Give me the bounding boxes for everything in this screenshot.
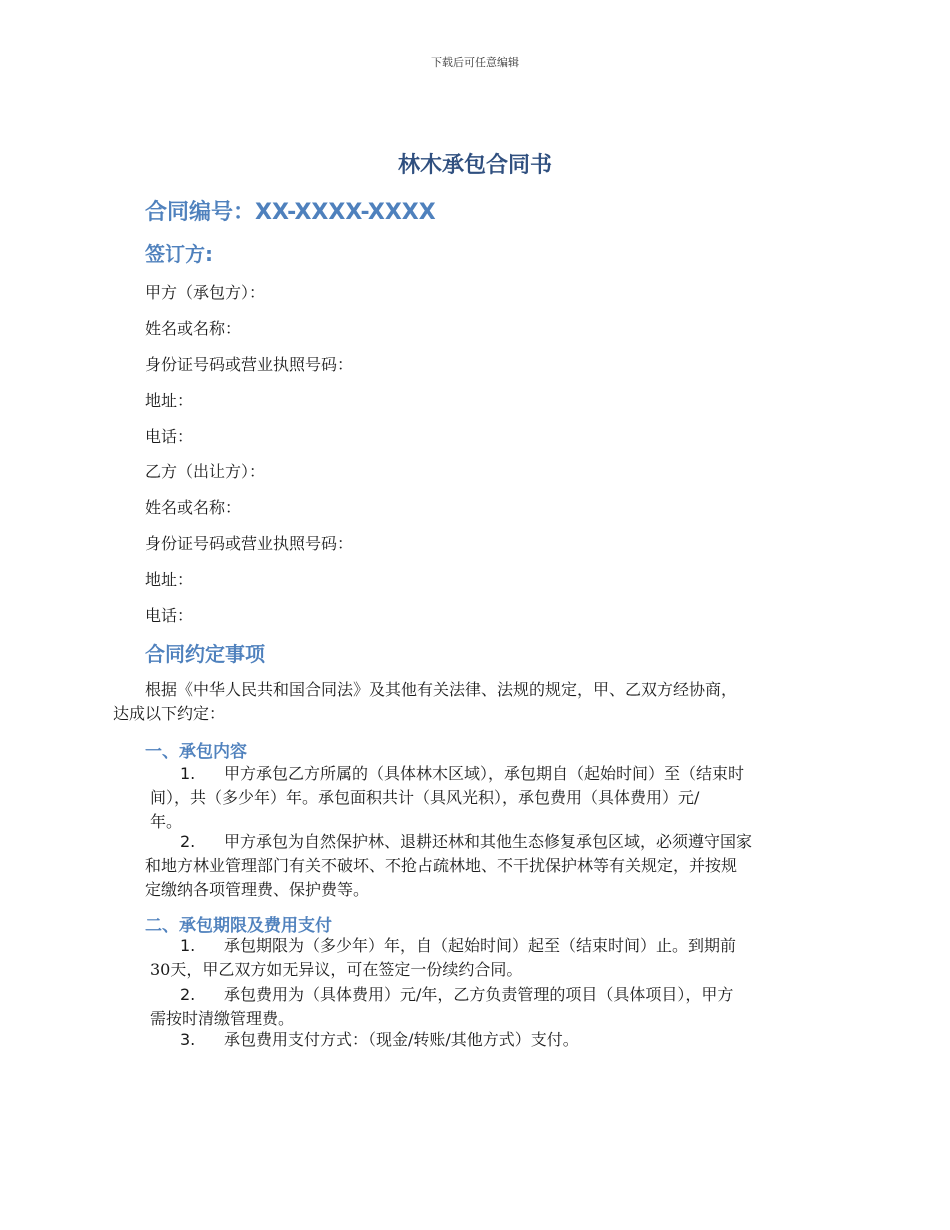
section-2-item-1 bbox=[180, 934, 736, 958]
party-b-phone: 电话： bbox=[145, 606, 194, 625]
terms-heading: 合同约定事项 bbox=[145, 642, 265, 666]
item-text-line: 承包期限为（多少年）年，自（起始时间）起至（结束时间）止。到期前 bbox=[224, 936, 737, 955]
section-2-item-1-line-2: 30天，甲乙双方如无异议，可在签定一份续约合同。 bbox=[150, 960, 523, 979]
document-title: 林木承包合同书 bbox=[397, 153, 552, 178]
party-b-address: 地址： bbox=[145, 570, 194, 589]
party-a-id: 身份证号码或营业执照号码： bbox=[145, 355, 354, 374]
section-2-item-2 bbox=[180, 983, 733, 1007]
section-1-item-1 bbox=[180, 762, 744, 786]
parties-heading: 签订方: bbox=[145, 242, 213, 266]
page-header-note: 下载后可任意编辑 bbox=[431, 56, 519, 69]
party-b-label: 乙方（出让方）： bbox=[145, 462, 266, 481]
item-number: 1. bbox=[180, 764, 196, 783]
intro-line-1: 根据《中华人民共和国合同法》及其他有关法律、法规的规定，甲、乙双方经协商， bbox=[145, 680, 738, 699]
item-number: 2. bbox=[180, 985, 196, 1004]
item-text-line: 甲方承包乙方所属的（具体林木区域），承包期自（起始时间）至（结束时 bbox=[224, 764, 745, 783]
intro-line-2: 达成以下约定： bbox=[113, 704, 226, 723]
item-text-line: 承包费用支付方式：（现金/转账/其他方式）支付。 bbox=[224, 1030, 579, 1049]
item-number: 2. bbox=[180, 832, 196, 851]
section-1-item-2-line-2: 和地方林业管理部门有关不破坏、不抢占疏林地、不干扰保护林等有关规定，并按规 bbox=[145, 856, 738, 875]
item-number: 1. bbox=[180, 936, 196, 955]
section-2-item-2-line-2: 需按时清缴管理费。 bbox=[150, 1009, 295, 1028]
section-2-heading: 二、承包期限及费用支付 bbox=[145, 916, 332, 936]
item-text-line: 承包费用为（具体费用）元/年，乙方负责管理的项目（具体项目），甲方 bbox=[224, 985, 734, 1004]
party-a-name: 姓名或名称： bbox=[145, 319, 242, 338]
party-a-phone: 电话： bbox=[145, 427, 194, 446]
party-b-name: 姓名或名称： bbox=[145, 498, 242, 517]
section-1-item-2-line-3: 定缴纳各项管理费、保护费等。 bbox=[145, 880, 370, 899]
party-a-label: 甲方（承包方）： bbox=[145, 283, 266, 302]
section-1-item-1-line-2: 间），共（多少年）年。承包面积共计（具风光积），承包费用（具体费用）元/ bbox=[150, 788, 700, 807]
section-1-item-2 bbox=[180, 830, 752, 854]
section-1-item-1-line-3: 年。 bbox=[150, 812, 183, 831]
contract-number-heading: 合同编号：XX-XXXX-XXXX bbox=[145, 200, 436, 225]
party-b-id: 身份证号码或营业执照号码： bbox=[145, 534, 354, 553]
party-a-address: 地址： bbox=[145, 391, 194, 410]
section-1-heading: 一、承包内容 bbox=[145, 742, 247, 762]
item-text-line: 甲方承包为自然保护林、退耕还林和其他生态修复承包区域，必须遵守国家 bbox=[224, 832, 753, 851]
item-number: 3. bbox=[180, 1030, 196, 1049]
section-2-item-3 bbox=[180, 1028, 579, 1052]
